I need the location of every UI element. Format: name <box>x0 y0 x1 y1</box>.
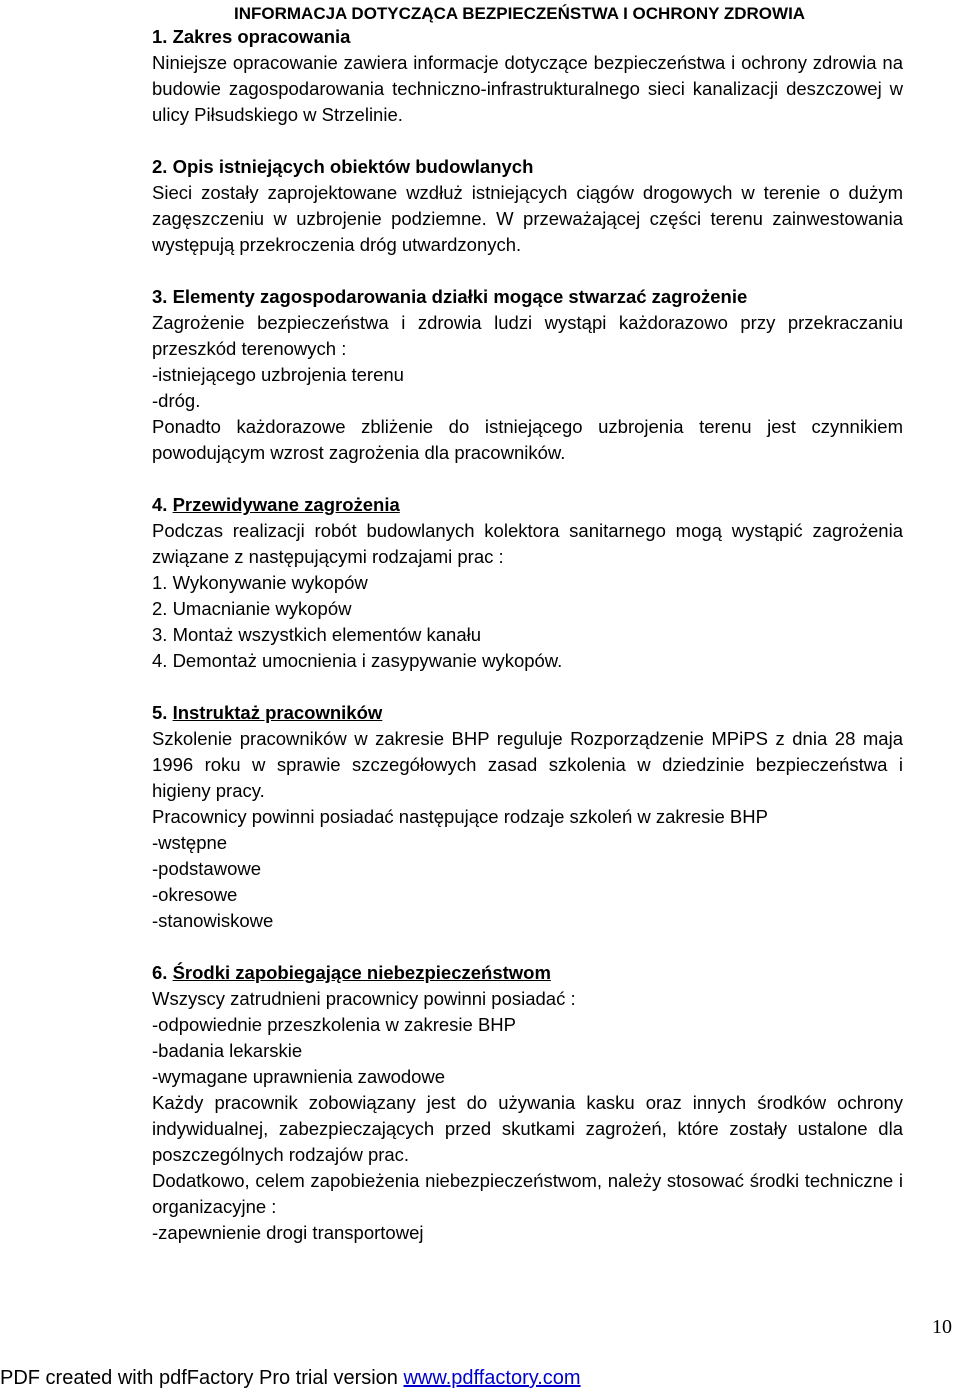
section-5 <box>152 700 903 934</box>
list-line: -zapewnienie drogi transportowej <box>152 1222 424 1243</box>
document-body <box>152 24 903 1272</box>
pdf-footer <box>0 1364 960 1392</box>
section-number: 1. <box>152 26 168 47</box>
paragraph: Ponadto każdorazowe zbliżenie do istniejącego uzbrojenia terenu jest czynnikiem powodującym wzrost zagrożenia dla pracowników. <box>152 416 903 463</box>
section-title: Instruktaż pracowników <box>172 702 383 723</box>
paragraph: Podczas realizacji robót budowlanych kolektora sanitarnego mogą wystąpić zagrożenia związane z następującymi rodzajami prac : <box>152 520 903 567</box>
section-heading <box>152 284 903 310</box>
page-title: INFORMACJA DOTYCZĄCA BEZPIECZEŃSTWA I OCHRONY ZDROWIA <box>234 4 806 23</box>
list-line: -wstępne <box>152 832 228 853</box>
section-title: Elementy zagospodarowania działki mogące stwarzać zagrożenie <box>172 286 748 307</box>
section-1 <box>152 24 903 128</box>
section-number: 6. <box>152 962 168 983</box>
list-line: Pracownicy powinni posiadać następujące rodzaje szkoleń w zakresie BHP <box>152 806 768 827</box>
list-line: -badania lekarskie <box>152 1040 303 1061</box>
section-title: Zakres opracowania <box>172 26 351 47</box>
section-heading <box>152 24 903 50</box>
section-3 <box>152 284 903 466</box>
paragraph: Sieci zostały zaprojektowane wzdłuż istniejących ciągów drogowych w terenie o dużym zagęszczeniu w uzbrojenie podziemne. W przeważającej części terenu zainwestowania występują przekroczenia dróg utwardzonych. <box>152 182 903 255</box>
section-heading <box>152 154 903 180</box>
paragraph: Szkolenie pracowników w zakresie BHP reguluje Rozporządzenie MPiPS z dnia 28 maja 1996 roku w sprawie szczegółowych zasad szkolenia w dziedzinie bezpieczeństwa i higieny pracy. <box>152 728 903 801</box>
list-line: Wszyscy zatrudnieni pracownicy powinni posiadać : <box>152 988 576 1009</box>
section-4 <box>152 492 903 674</box>
list-line: -istniejącego uzbrojenia terenu <box>152 364 404 385</box>
list-line: -dróg. <box>152 390 201 411</box>
section-number: 3. <box>152 286 168 307</box>
list-line: -odpowiednie przeszkolenia w zakresie BHP <box>152 1014 517 1035</box>
paragraph: Dodatkowo, celem zapobieżenia niebezpieczeństwom, należy stosować środki techniczne i organizacyjne : <box>152 1170 903 1217</box>
paragraph: Zagrożenie bezpieczeństwa i zdrowia ludzi wystąpi każdorazowo przy przekraczaniu przeszkód terenowych : <box>152 312 903 359</box>
section-6 <box>152 960 903 1246</box>
paragraph: Każdy pracownik zobowiązany jest do używania kasku oraz innych środków ochrony indywidualnej, zabezpieczających przed skutkami zagrożeń, które zostały ustalone dla poszczególnych rodzajów prac. <box>152 1092 903 1165</box>
section-title: Opis istniejących obiektów budowlanych <box>172 156 534 177</box>
section-title: Przewidywane zagrożenia <box>172 494 400 515</box>
section-number: 5. <box>152 702 168 723</box>
list-line: -wymagane uprawnienia zawodowe <box>152 1066 446 1087</box>
section-heading <box>152 492 903 518</box>
list-line: 2. Umacnianie wykopów <box>152 598 352 619</box>
page-number: 10 <box>932 1316 952 1338</box>
list-line: 1. Wykonywanie wykopów <box>152 572 368 593</box>
section-title: Środki zapobiegające niebezpieczeństwom <box>172 962 551 983</box>
list-line: -podstawowe <box>152 858 262 879</box>
section-2 <box>152 154 903 258</box>
section-heading <box>152 960 903 986</box>
section-number: 2. <box>152 156 168 177</box>
section-heading <box>152 700 903 726</box>
footer-link[interactable]: www.pdffactory.com <box>403 1367 581 1389</box>
paragraph: Niniejsze opracowanie zawiera informacje dotyczące bezpieczeństwa i ochrony zdrowia na budowie zagospodarowania techniczno-infrastrukturalnego sieci kanalizacji deszczowej w ulicy Piłsudskiego w Strzelinie. <box>152 52 903 125</box>
section-number: 4. <box>152 494 168 515</box>
list-line: 4. Demontaż umocnienia i zasypywanie wykopów. <box>152 650 563 671</box>
list-line: -stanowiskowe <box>152 910 274 931</box>
footer-text: PDF created with pdfFactory Pro trial version <box>0 1367 404 1389</box>
list-line: -okresowe <box>152 884 238 905</box>
list-line: 3. Montaż wszystkich elementów kanału <box>152 624 482 645</box>
